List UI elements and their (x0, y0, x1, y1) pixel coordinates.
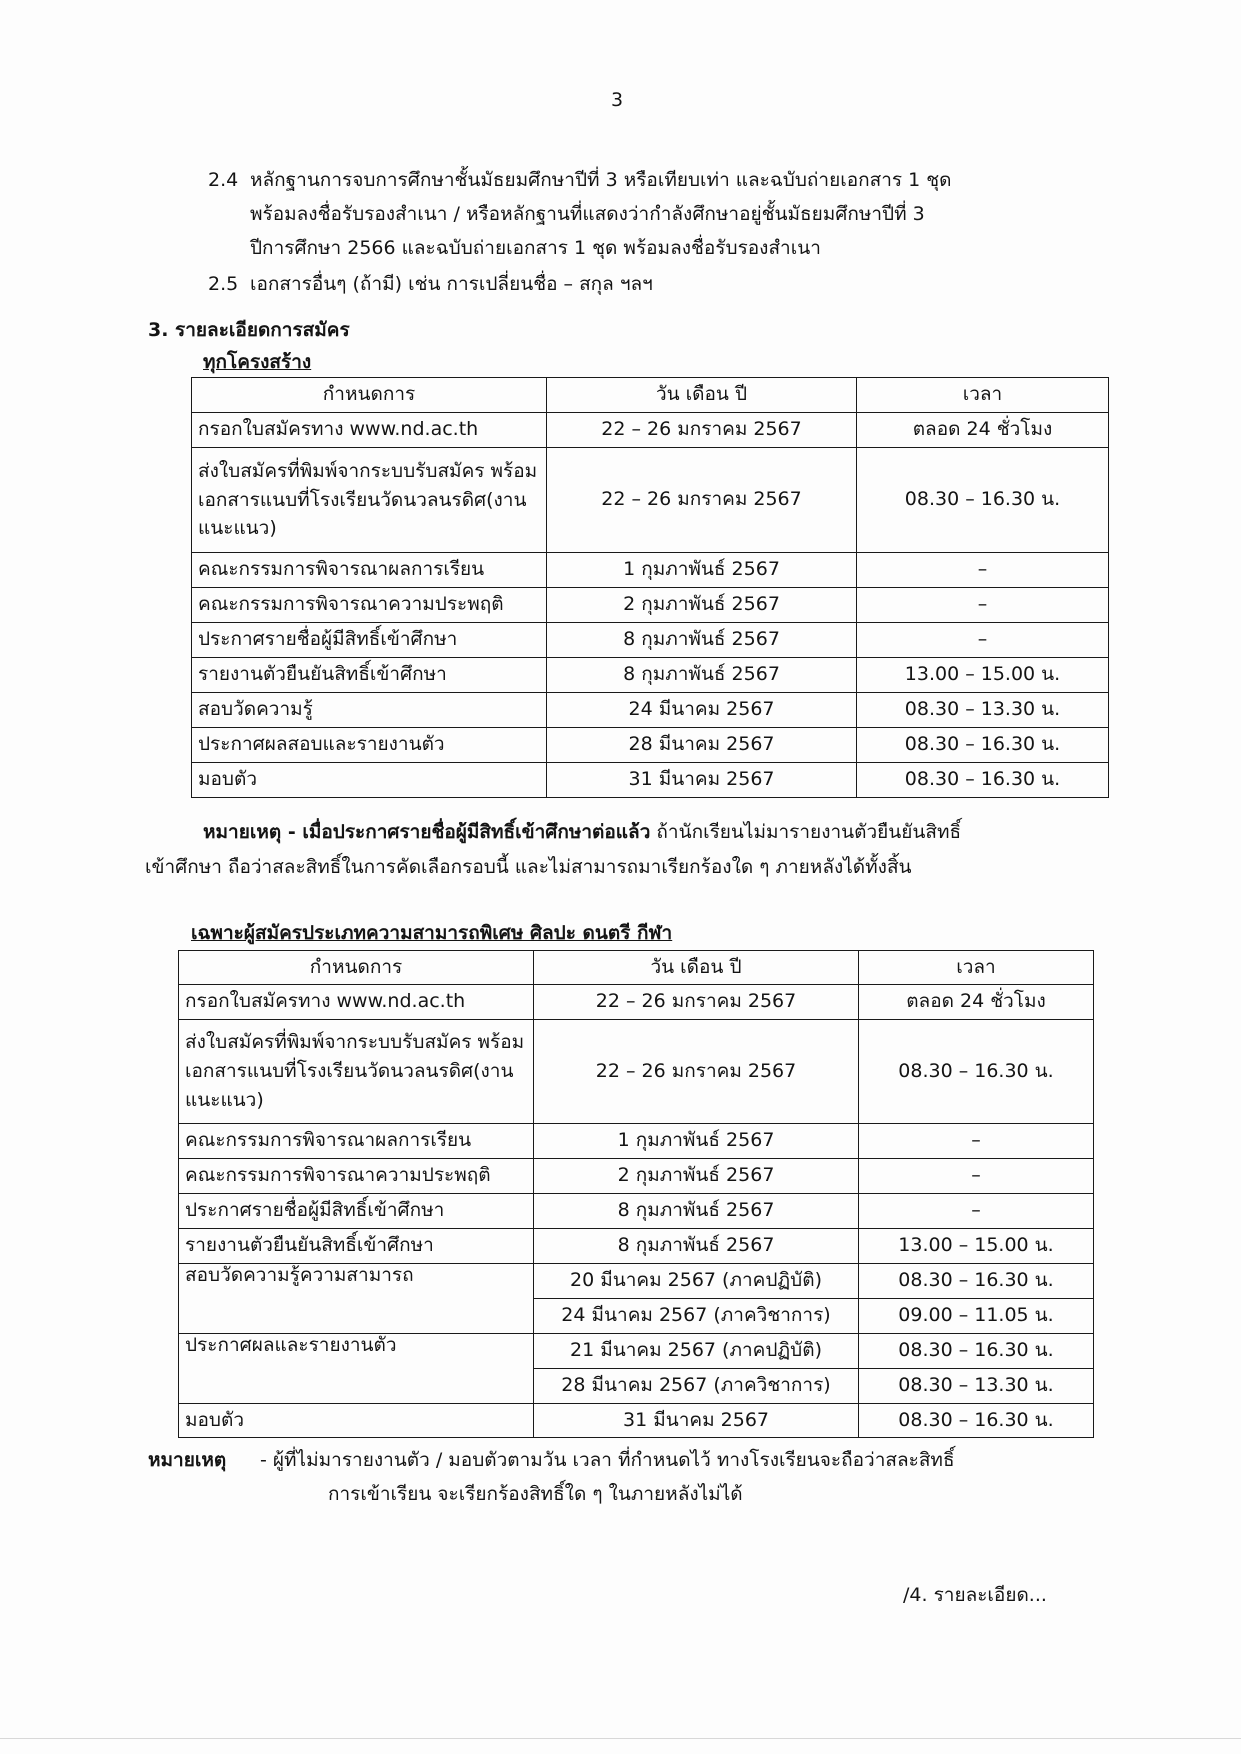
table2-title: เฉพาะผู้สมัครประเภทความสามารถพิเศษ ศิลปะ ดนตรี กีฬา (191, 922, 673, 944)
table-row (179, 1264, 1094, 1299)
table-header-row (179, 951, 1094, 985)
time-cell: 08.30 – 16.30 น. (859, 1334, 1094, 1369)
item-text-line: ปีการศึกษา 2566 และฉบับถ่ายเอกสาร 1 ชุด พร้อมลงชื่อรับรองสำเนา (250, 237, 821, 259)
task-cell: ประกาศผลสอบและรายงานตัว (192, 728, 547, 763)
page-number: 3 (611, 89, 624, 111)
continuation-text: /4. รายละเอียด... (903, 1584, 1047, 1606)
task-cell: มอบตัว (192, 763, 547, 798)
table-row (192, 553, 1109, 588)
table1-title: ทุกโครงสร้าง (203, 351, 312, 373)
date-cell: 22 – 26 มกราคม 2567 (547, 413, 857, 448)
time-cell: – (857, 588, 1109, 623)
time-cell: – (859, 1194, 1094, 1229)
item-number: 2.4 (208, 169, 239, 191)
task-cell: กรอกใบสมัครทาง www.nd.ac.th (192, 413, 547, 448)
task-cell: ประกาศรายชื่อผู้มีสิทธิ์เข้าศึกษา (192, 623, 547, 658)
task-cell: ประกาศรายชื่อผู้มีสิทธิ์เข้าศึกษา (179, 1194, 534, 1229)
task-cell: คณะกรรมการพิจารณาความประพฤติ (192, 588, 547, 623)
item-text-line: หลักฐานการจบการศึกษาชั้นมัธยมศึกษาปีที่ 3 หรือเทียบเท่า และฉบับถ่ายเอกสาร 1 ชุด (250, 169, 952, 191)
time-cell: 08.30 – 16.30 น. (857, 763, 1109, 798)
time-cell: 08.30 – 16.30 น. (859, 1404, 1094, 1438)
table-row (192, 448, 1109, 553)
time-cell: 08.30 – 16.30 น. (857, 728, 1109, 763)
column-header: กำหนดการ (179, 951, 534, 985)
date-cell: 1 กุมภาพันธ์ 2567 (547, 553, 857, 588)
time-cell: 09.00 – 11.05 น. (859, 1299, 1094, 1334)
date-cell: 24 มีนาคม 2567 (547, 693, 857, 728)
time-cell: 13.00 – 15.00 น. (857, 658, 1109, 693)
column-header: เวลา (859, 951, 1094, 985)
column-header: เวลา (857, 378, 1109, 413)
date-cell: 20 มีนาคม 2567 (ภาคปฏิบัติ) (534, 1264, 859, 1299)
date-cell: 24 มีนาคม 2567 (ภาควิชาการ) (534, 1299, 859, 1334)
date-cell: 21 มีนาคม 2567 (ภาคปฏิบัติ) (534, 1334, 859, 1369)
table-row (192, 763, 1109, 798)
note-text: ถ้านักเรียนไม่มารายงานตัวยืนยันสิทธิ์ (656, 821, 962, 843)
time-cell: 08.30 – 16.30 น. (859, 1020, 1094, 1124)
task-cell: ส่งใบสมัครที่พิมพ์จากระบบรับสมัคร พร้อมเอกสารแนบที่โรงเรียนวัดนวลนรดิศ(งานแนะแนว) (179, 1020, 534, 1124)
date-cell: 1 กุมภาพันธ์ 2567 (534, 1124, 859, 1159)
column-header: วัน เดือน ปี (547, 378, 857, 413)
time-cell: 08.30 – 16.30 น. (857, 448, 1109, 553)
date-cell: 8 กุมภาพันธ์ 2567 (534, 1229, 859, 1264)
note-text-line: - ผู้ที่ไม่มารายงานตัว / มอบตัวตามวัน เวลา ที่กำหนดไว้ ทางโรงเรียนจะถือว่าสละสิทธิ์ (260, 1449, 955, 1471)
date-cell: 8 กุมภาพันธ์ 2567 (547, 658, 857, 693)
date-cell: 28 มีนาคม 2567 (ภาควิชาการ) (534, 1369, 859, 1404)
time-cell: – (859, 1159, 1094, 1194)
section-heading: 3. รายละเอียดการสมัคร (148, 319, 350, 341)
table-row (192, 623, 1109, 658)
table-row (179, 1194, 1094, 1229)
task-cell: มอบตัว (179, 1404, 534, 1438)
task-cell: กรอกใบสมัครทาง www.nd.ac.th (179, 985, 534, 1020)
time-cell: – (859, 1124, 1094, 1159)
table-row (192, 588, 1109, 623)
schedule-table-special (178, 950, 1094, 1438)
scan-edge-divider (0, 1738, 1241, 1739)
table-row (179, 1334, 1094, 1369)
time-cell: 08.30 – 16.30 น. (859, 1264, 1094, 1299)
date-cell: 31 มีนาคม 2567 (547, 763, 857, 798)
note-text-line: การเข้าเรียน จะเรียกร้องสิทธิ์ใด ๆ ในภายหลังไม่ได้ (328, 1483, 743, 1505)
table-row (179, 1229, 1094, 1264)
task-cell: ส่งใบสมัครที่พิมพ์จากระบบรับสมัคร พร้อมเอกสารแนบที่โรงเรียนวัดนวลนรดิศ(งานแนะแนว) (192, 448, 547, 553)
task-cell: ประกาศผลและรายงานตัว (179, 1334, 534, 1404)
time-cell: ตลอด 24 ชั่วโมง (857, 413, 1109, 448)
note-label: หมายเหตุ - เมื่อประกาศรายชื่อผู้มีสิทธิ์เข้าศึกษาต่อแล้ว (203, 821, 651, 843)
date-cell: 22 – 26 มกราคม 2567 (534, 1020, 859, 1124)
note-1 (203, 820, 961, 845)
time-cell: ตลอด 24 ชั่วโมง (859, 985, 1094, 1020)
task-cell: สอบวัดความรู้ (192, 693, 547, 728)
table-row (192, 728, 1109, 763)
table-row (192, 413, 1109, 448)
column-header: กำหนดการ (192, 378, 547, 413)
schedule-table-all (191, 377, 1109, 798)
table-row (179, 1124, 1094, 1159)
table-row (192, 658, 1109, 693)
task-cell: รายงานตัวยืนยันสิทธิ์เข้าศึกษา (192, 658, 547, 693)
note-text-line: เข้าศึกษา ถือว่าสละสิทธิ์ในการคัดเลือกรอบนี้ และไม่สามารถมาเรียกร้องใด ๆ ภายหลังได้ทั้งสิ้น (145, 856, 912, 878)
table-header-row (192, 378, 1109, 413)
note-label: หมายเหตุ (148, 1449, 227, 1471)
date-cell: 8 กุมภาพันธ์ 2567 (547, 623, 857, 658)
item-text-line: เอกสารอื่นๆ (ถ้ามี) เช่น การเปลี่ยนชื่อ – สกุล ฯลฯ (250, 273, 653, 295)
time-cell: – (857, 553, 1109, 588)
date-cell: 2 กุมภาพันธ์ 2567 (534, 1159, 859, 1194)
time-cell: 08.30 – 13.30 น. (857, 693, 1109, 728)
date-cell: 2 กุมภาพันธ์ 2567 (547, 588, 857, 623)
column-header: วัน เดือน ปี (534, 951, 859, 985)
table-row (179, 1159, 1094, 1194)
time-cell: 08.30 – 13.30 น. (859, 1369, 1094, 1404)
time-cell: 13.00 – 15.00 น. (859, 1229, 1094, 1264)
date-cell: 22 – 26 มกราคม 2567 (534, 985, 859, 1020)
table-row (192, 693, 1109, 728)
item-number: 2.5 (208, 273, 239, 295)
task-cell: คณะกรรมการพิจารณาผลการเรียน (179, 1124, 534, 1159)
date-cell: 8 กุมภาพันธ์ 2567 (534, 1194, 859, 1229)
time-cell: – (857, 623, 1109, 658)
table-row (179, 1404, 1094, 1438)
task-cell: รายงานตัวยืนยันสิทธิ์เข้าศึกษา (179, 1229, 534, 1264)
date-cell: 31 มีนาคม 2567 (534, 1404, 859, 1438)
date-cell: 22 – 26 มกราคม 2567 (547, 448, 857, 553)
table-row (179, 985, 1094, 1020)
task-cell: สอบวัดความรู้ความสามารถ (179, 1264, 534, 1334)
item-text-line: พร้อมลงชื่อรับรองสำเนา / หรือหลักฐานที่แสดงว่ากำลังศึกษาอยู่ชั้นมัธยมศึกษาปีที่ 3 (250, 203, 925, 225)
task-cell: คณะกรรมการพิจารณาความประพฤติ (179, 1159, 534, 1194)
task-cell: คณะกรรมการพิจารณาผลการเรียน (192, 553, 547, 588)
table-row (179, 1020, 1094, 1124)
date-cell: 28 มีนาคม 2567 (547, 728, 857, 763)
